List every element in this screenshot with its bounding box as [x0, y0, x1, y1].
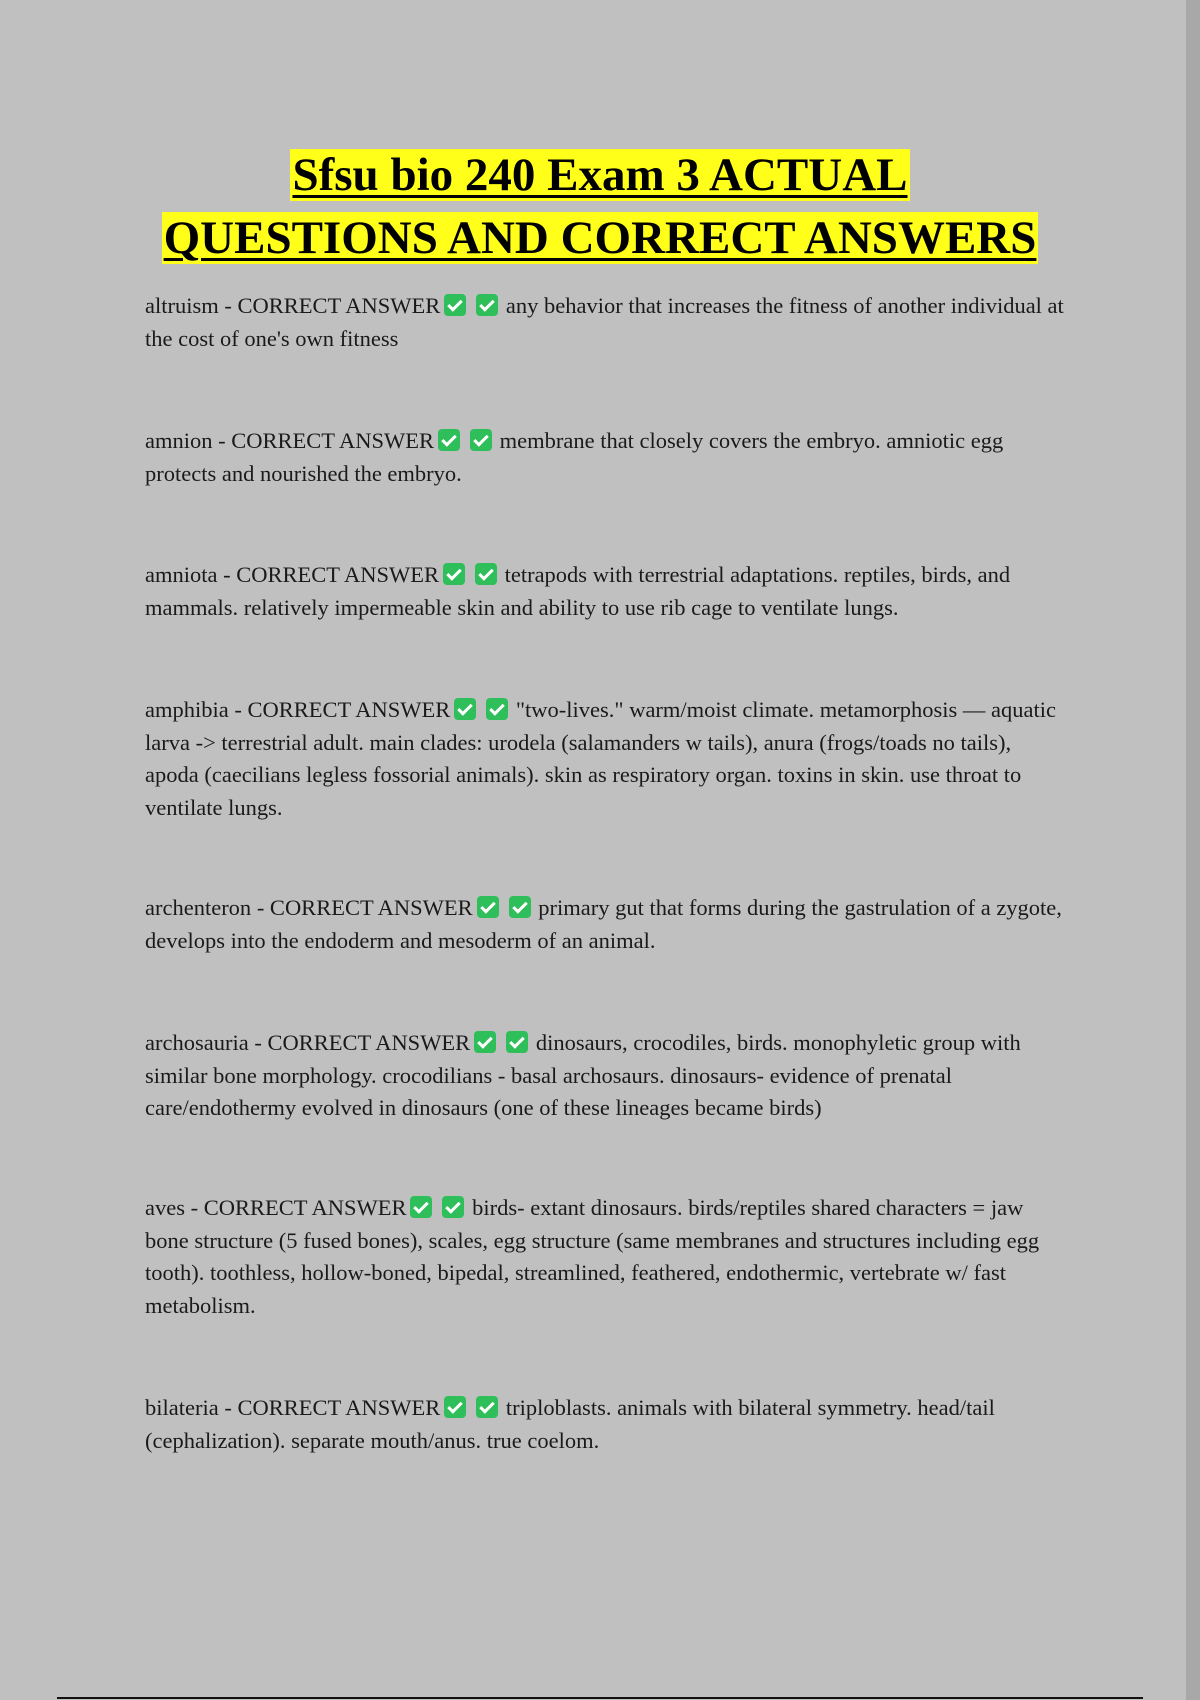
entry-archenteron	[145, 892, 1065, 957]
check-mark-icon	[444, 294, 466, 316]
entry-archosauria	[145, 1027, 1065, 1125]
entry-term: aves	[145, 1195, 185, 1220]
entry-answer: tetrapods with terrestrial adaptations. reptiles, birds, and mammals. relatively impermeable skin and ability to use rib cage to ventilate lungs.	[145, 562, 1011, 620]
entry-answer: birds- extant dinosaurs. birds/reptiles shared characters = jaw bone structure (5 fused bones), scales, egg structure (same membranes and structures including egg tooth). toothless, hollow-boned, bipedal, streamlined, feathered, endothermic, vertebrate w/ fast metabolism.	[145, 1195, 1040, 1318]
check-mark-icon	[442, 1196, 464, 1218]
entry-answer: dinosaurs, crocodiles, birds. monophyletic group with similar bone morphology. crocodilians - basal archosaurs. dinosaurs- evidence of prenatal care/endothermy evolved in dinosaurs (one of these lineages became birds)	[145, 1030, 1021, 1120]
entry-bilateria	[145, 1392, 1065, 1457]
entry-term: amniota	[145, 562, 218, 587]
check-mark-icon	[410, 1196, 432, 1218]
entry-marker: - CORRECT ANSWER	[218, 1395, 441, 1420]
entry-marker: - CORRECT ANSWER	[184, 1195, 407, 1220]
document-title	[0, 144, 1200, 270]
check-mark-icon	[476, 1396, 498, 1418]
check-mark-icon	[476, 294, 498, 316]
entry-term: amnion	[145, 428, 213, 453]
entry-marker: - CORRECT ANSWER	[251, 895, 473, 920]
entry-amphibia	[145, 694, 1065, 824]
check-mark-icon	[475, 563, 497, 585]
check-mark-icon	[470, 429, 492, 451]
check-mark-icon	[474, 1031, 496, 1053]
entry-term: archosauria	[145, 1030, 249, 1055]
check-mark-icon	[506, 1031, 528, 1053]
check-mark-icon	[438, 429, 460, 451]
check-mark-icon	[443, 563, 465, 585]
page-bottom-divider	[57, 1697, 1143, 1699]
entry-term: amphibia	[145, 697, 229, 722]
entry-term: archenteron	[145, 895, 252, 920]
entry-answer: primary gut that forms during the gastrulation of a zygote, develops into the endoderm and mesoderm of an animal.	[145, 895, 1062, 953]
title-line-1: Sfsu bio 240 Exam 3 ACTUAL	[292, 149, 908, 201]
check-mark-icon	[486, 698, 508, 720]
entry-marker: - CORRECT ANSWER	[228, 697, 451, 722]
entry-amniota	[145, 559, 1065, 624]
entry-marker: - CORRECT ANSWER	[217, 562, 439, 587]
entry-answer: any behavior that increases the fitness of another individual at the cost of one's own fitness	[145, 293, 1064, 351]
title-line-2: QUESTIONS AND CORRECT ANSWERS	[163, 212, 1037, 264]
entry-term: bilateria	[145, 1395, 219, 1420]
check-mark-icon	[509, 896, 531, 918]
entry-marker: - CORRECT ANSWER	[212, 428, 434, 453]
entry-aves	[145, 1192, 1065, 1322]
entry-amnion	[145, 425, 1065, 490]
check-mark-icon	[444, 1396, 466, 1418]
check-mark-icon	[477, 896, 499, 918]
entry-marker: - CORRECT ANSWER	[248, 1030, 471, 1055]
entry-altruism	[145, 290, 1065, 355]
check-mark-icon	[454, 698, 476, 720]
entry-marker: - CORRECT ANSWER	[218, 293, 441, 318]
entry-answer: "two-lives." warm/moist climate. metamorphosis — aquatic larva -> terrestrial adult. main clades: urodela (salamanders w tails), anura (frogs/toads no tails), apoda (caecilians legless fossorial animals). skin as respiratory organ. toxins in skin. use throat to ventilate lungs.	[145, 697, 1056, 820]
entry-answer: triploblasts. animals with bilateral symmetry. head/tail (cephalization). separate mouth/anus. true coelom.	[145, 1395, 995, 1453]
entry-answer: membrane that closely covers the embryo. amniotic egg protects and nourished the embryo.	[145, 428, 1004, 486]
entry-term: altruism	[145, 293, 219, 318]
